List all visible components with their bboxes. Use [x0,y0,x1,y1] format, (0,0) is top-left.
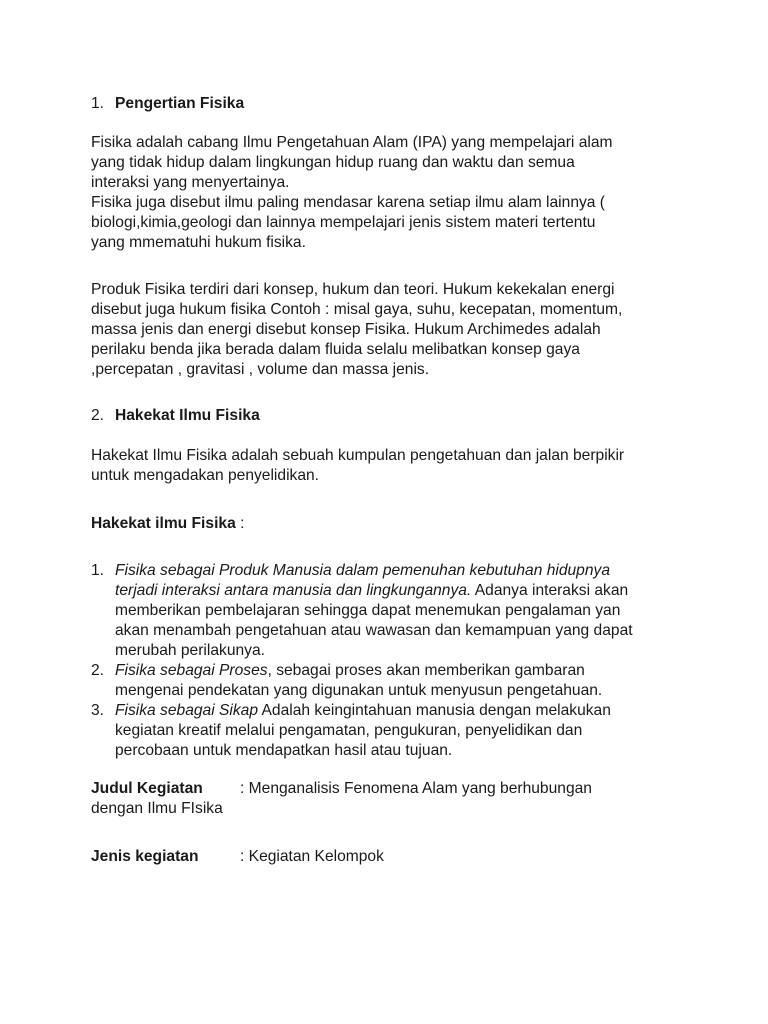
list-italic-text: Fisika sebagai Produk Manusia dalam pemenuhan kebutuhan hidupnya [115,562,610,579]
paragraph-line: Produk Fisika terdiri dari konsep, hukum dan teori. Hukum kekekalan energi [91,281,615,298]
activity-title-label: Judul Kegiatan [91,780,203,797]
paragraph-line: untuk mengadakan penyelidikan. [91,467,320,484]
list-italic-text: terjadi interaksi antara manusia dan lingkungannya. [115,582,472,599]
paragraph-line: yang tidak hidup dalam lingkungan hidup ruang dan waktu dan semua [91,154,575,171]
list-item-line [115,601,620,621]
activity-type-value: : Kegiatan Kelompok [240,848,384,865]
list-italic-text: Fisika sebagai Proses [115,662,268,679]
paragraph-line: yang mmematuhi hukum fisika. [91,234,306,251]
list-number: 3. [91,702,105,719]
list-item-line [115,561,610,581]
list-normal-text: memberikan pembelajaran sehingga dapat menemukan pengalaman yan [115,602,621,619]
list-number: 1. [91,562,105,579]
list-normal-text: akan menambah pengetahuan atau wawasan dan kemampuan yang dapat [115,622,633,639]
list-normal-text: Adalah keingintahuan manusia dengan melakukan [258,702,611,719]
paragraph-line: ,percepatan , gravitasi , volume dan massa jenis. [91,361,430,378]
paragraph-line: Hakekat Ilmu Fisika adalah sebuah kumpulan pengetahuan dan jalan berpikir [91,447,625,464]
list-item-line [115,661,585,681]
subheading-colon: : [235,515,245,532]
section-number: 1. [91,95,105,112]
section-number: 2. [91,407,105,424]
activity-type-label: Jenis kegiatan [91,848,199,865]
list-normal-text: mengenai pendekatan yang digunakan untuk menyusun pengetahuan. [115,682,603,699]
activity-title-value: : Menganalisis Fenomena Alam yang berhubungan [240,780,592,797]
paragraph-line: biologi,kimia,geologi dan lainnya mempelajari jenis sistem materi tertentu [91,214,596,231]
paragraph-line: perilaku benda jika berada dalam fluida selalu melibatkan konsep gaya [91,341,580,358]
paragraph-line: Fisika juga disebut ilmu paling mendasar karena setiap ilmu alam lainnya ( [91,194,605,211]
list-normal-text: merubah perilakunya. [115,642,265,659]
list-item-line [115,701,611,721]
list-item-line [115,621,633,641]
list-normal-text: , sebagai proses akan memberikan gambaran [267,662,585,679]
paragraph-line: disebut juga hukum fisika Contoh : misal gaya, suhu, kecepatan, momentum, [91,301,623,318]
list-item-line [115,581,628,601]
list-item-line [115,741,452,761]
list-item-line [115,721,582,741]
list-normal-text: Adanya interaksi akan [471,582,629,599]
paragraph-line: massa jenis dan energi disebut konsep Fisika. Hukum Archimedes adalah [91,321,601,338]
activity-title-value-continued: dengan Ilmu FIsika [91,800,223,817]
subheading-bold: Hakekat ilmu Fisika [91,515,236,532]
list-item-line [115,681,602,701]
list-normal-text: percobaan untuk mendapatkan hasil atau tujuan. [115,742,453,759]
subheading [91,514,244,534]
paragraph-line: interaksi yang menyertainya. [91,174,290,191]
section-heading: Pengertian Fisika [115,95,245,112]
section-heading: Hakekat Ilmu Fisika [115,407,260,424]
list-item-line [115,641,265,661]
list-normal-text: kegiatan kreatif melalui pengamatan, pengukuran, penyelidikan dan [115,722,583,739]
list-italic-text: Fisika sebagai Sikap [115,702,259,719]
paragraph-line: Fisika adalah cabang Ilmu Pengetahuan Alam (IPA) yang mempelajari alam [91,134,613,151]
list-number: 2. [91,662,105,679]
